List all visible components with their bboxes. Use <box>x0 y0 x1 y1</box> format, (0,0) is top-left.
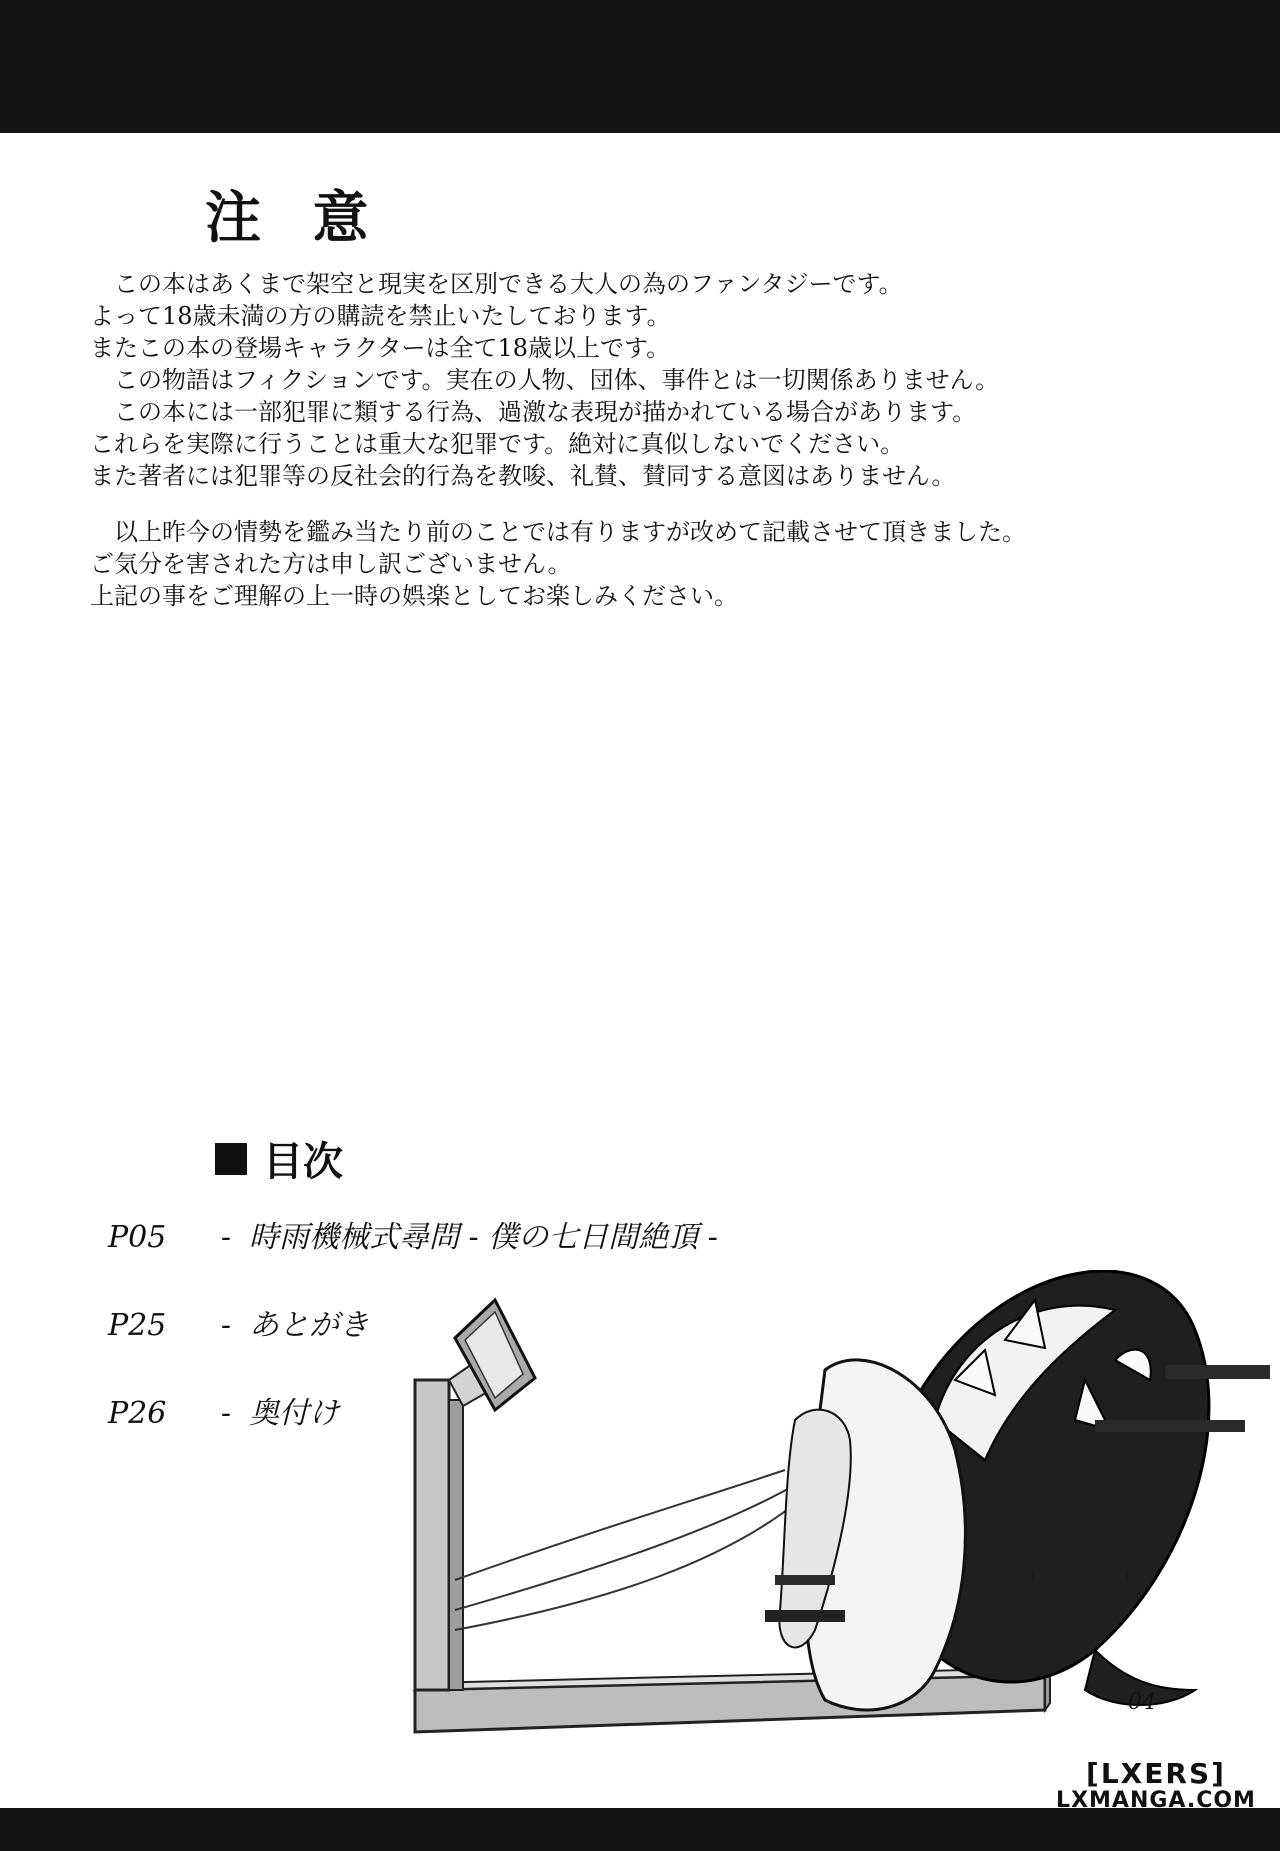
creature-figure <box>765 1271 1209 1710</box>
notice-line: また著者には犯罪等の反社会的行為を教唆、礼賛、賛同する意図はありません。 <box>90 462 956 490</box>
notice-line: この本には一部犯罪に類する行為、過激な表現が描かれている場合があります。 <box>90 398 977 426</box>
toc-page-number: P05 <box>108 1220 167 1255</box>
square-bullet-icon <box>215 1143 247 1175</box>
machine-base <box>415 1668 1050 1732</box>
toc-item-title: 時雨機械式尋問 - 僕の七日間絶頂 - <box>249 1220 718 1255</box>
notice-line: またこの本の登場キャラクターは全て18歳以上です。 <box>90 334 671 362</box>
notice-line: よって18歳未満の方の購読を禁止いたしております。 <box>90 302 671 330</box>
notice-line: この物語はフィクションです。実在の人物、団体、事件とは一切関係ありません。 <box>90 366 1000 394</box>
watermark-line1: [LXERS] <box>1086 1757 1226 1790</box>
page-number: 04 <box>1128 1690 1156 1715</box>
toc-heading <box>215 1130 343 1187</box>
top-border-bar <box>0 0 1280 133</box>
machine-post <box>415 1362 491 1690</box>
toc-dash: - <box>220 1308 232 1343</box>
notice-line: ご気分を害された方は申し訳ございません。 <box>90 550 572 578</box>
toc-item-title: 奥付け <box>249 1396 339 1431</box>
notice-line: この本はあくまで架空と現実を区別できる大人の為のファンタジーです。 <box>90 270 903 298</box>
toc-page-number: P26 <box>108 1396 167 1431</box>
notice-line: これらを実際に行うことは重大な犯罪です。絶対に真似しないでください。 <box>90 430 905 458</box>
machine-cables <box>455 1470 800 1630</box>
notice-line: 以上昨今の情勢を鑑み当たり前のことでは有りますが改めて記載させて頂きました。 <box>90 518 1026 546</box>
site-watermark <box>1040 1757 1272 1813</box>
bottom-border-bar <box>0 1808 1280 1851</box>
notice-text <box>90 268 1210 612</box>
paragraph-gap <box>90 492 1210 516</box>
toc-page-number: P25 <box>108 1308 167 1343</box>
toc-dash: - <box>220 1396 232 1431</box>
toc-dash: - <box>220 1220 232 1255</box>
notice-line: 上記の事をご理解の上一時の娯楽としてお楽しみください。 <box>90 582 738 610</box>
toc-item-title: あとがき <box>249 1308 369 1343</box>
notice-heading: 注 意 <box>205 185 385 251</box>
toc-heading-label: 目次 <box>263 1138 343 1185</box>
watermark-line2: LXMANGA.COM <box>1056 1788 1256 1813</box>
